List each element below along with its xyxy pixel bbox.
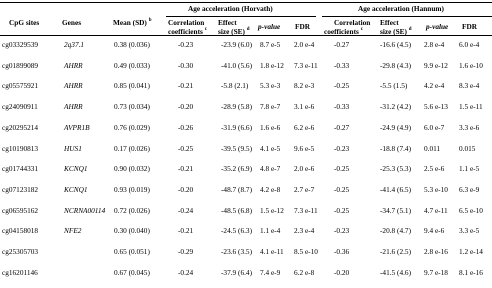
cell-mean: 0.85 (0.041) (114, 81, 150, 91)
cell-mean: 0.73 (0.034) (114, 102, 150, 112)
cell-h-eff: -48.7 (8.7) (221, 184, 253, 194)
cell-n-corr: -0.25 (334, 81, 350, 91)
header-h-fdr: FDR (295, 22, 310, 31)
header-h-effect-1: Effect (218, 18, 237, 27)
cell-n-corr: -0.25 (334, 164, 350, 174)
cell-gene: AHRR (64, 102, 83, 112)
cell-n-p: 2.8 e-16 (424, 247, 448, 256)
cell-h-fdr: 2.3 e-4 (294, 226, 315, 236)
cell-h-corr: -0.26 (178, 122, 194, 132)
cell-h-fdr: 2.0 e-6 (294, 164, 315, 174)
cell-cpg: cg24090911 (2, 102, 38, 112)
cell-n-corr: -0.20 (334, 267, 350, 277)
cell-cpg: cg01744331 (2, 164, 39, 174)
cell-n-p: 9.4 e-6 (424, 226, 445, 236)
cell-n-fdr: 1.5 e-11 (459, 102, 483, 112)
cell-h-corr: -0.21 (178, 164, 194, 174)
cell-cpg: cg03329539 (2, 40, 39, 49)
header-n-pvalue: p-value (426, 22, 449, 31)
cell-h-corr: -0.21 (178, 81, 194, 91)
cell-h-p: 7.8 e-7 (260, 102, 281, 112)
cell-h-fdr: 8.2 e-3 (294, 81, 315, 91)
cell-h-fdr: 2.7 e-7 (294, 184, 315, 194)
header-mean-sd: Mean (SD) $^b$ (113, 18, 152, 27)
cell-n-eff: -31.2 (4.2) (380, 102, 412, 112)
cell-h-corr: -0.20 (178, 102, 194, 112)
cell-h-eff: -31.9 (6.6) (221, 122, 253, 132)
cell-cpg: cg16201146 (2, 267, 38, 277)
mean-sd-footnote: b (148, 18, 152, 23)
cell-h-corr: -0.20 (178, 184, 194, 194)
header-h-corr-1: Correlation (168, 18, 205, 27)
cell-gene: AHRR (64, 81, 83, 91)
cell-n-fdr: 1.2 e-14 (459, 247, 483, 256)
cell-h-eff: -23.6 (3.5) (221, 247, 253, 256)
cell-cpg: cg01899089 (2, 60, 39, 70)
cell-cpg: cg25305703 (2, 247, 39, 256)
cell-h-fdr: 6.2 e-6 (294, 122, 315, 132)
cell-gene: KCNQ1 (64, 184, 88, 194)
cell-h-eff: -28.9 (5.8) (221, 102, 253, 112)
cell-n-p: 4.7 e-11 (424, 205, 448, 215)
header-h-corr-2: coefficients $^c$ (168, 27, 207, 36)
cell-mean: 0.67 (0.045) (114, 267, 150, 277)
header-cpg-sites: CpG sites (9, 18, 40, 27)
cell-mean: 0.38 (0.036) (114, 40, 150, 49)
cell-n-corr: -0.33 (334, 102, 350, 112)
cell-h-p: 7.4 e-9 (260, 267, 281, 277)
n-corr-footnote: c (360, 27, 363, 32)
hannum-group-rule (322, 16, 492, 17)
horvath-group-rule (166, 16, 316, 17)
h-effect-footnote: d (246, 27, 250, 32)
header-n-fdr: FDR (462, 22, 477, 31)
cell-mean: 0.93 (0.019) (114, 184, 150, 194)
cell-n-eff: -41.4 (6.5) (380, 184, 412, 194)
cell-n-eff: -5.5 (1.5) (380, 81, 408, 91)
cell-cpg: cg06595162 (2, 205, 39, 215)
cell-h-p: 1.5 e-12 (260, 205, 284, 215)
cell-h-eff: -37.9 (6.4) (221, 267, 253, 277)
cell-h-p: 4.2 e-8 (260, 184, 281, 194)
cell-h-p: 1.6 e-6 (260, 122, 281, 132)
cell-h-fdr: 6.2 e-8 (294, 267, 315, 277)
cell-h-fdr: 8.5 e-10 (294, 247, 318, 256)
cell-n-p: 9.9 e-12 (424, 60, 448, 70)
cell-mean: 0.90 (0.032) (114, 164, 150, 174)
cell-gene: HUS1 (64, 143, 82, 153)
cell-mean: 0.76 (0.029) (114, 122, 150, 132)
cell-n-eff: -41.5 (4.6) (380, 267, 412, 277)
cell-mean: 0.30 (0.040) (114, 226, 150, 236)
horvath-group-header: Age acceleration (Horvath) (188, 4, 273, 13)
header-n-effect-1: Effect (380, 18, 399, 27)
cell-gene: 2q37.1 (64, 40, 85, 49)
cell-n-p: 5.3 e-10 (424, 184, 448, 194)
cell-gene: NCRNA00114 (64, 205, 106, 215)
cell-n-fdr: 6.5 e-10 (459, 205, 483, 215)
cell-cpg: cg05575921 (2, 81, 39, 91)
cell-n-fdr: 3.3 e-5 (459, 226, 480, 236)
cell-h-eff: -24.5 (6.3) (221, 226, 253, 236)
cell-n-corr: -0.33 (334, 60, 350, 70)
cell-n-eff: -21.6 (2.5) (380, 247, 412, 256)
cell-h-eff: -23.9 (6.0) (221, 40, 253, 49)
cell-h-fdr: 7.3 e-11 (294, 60, 318, 70)
cell-n-corr: -0.25 (334, 205, 350, 215)
cell-h-p: 4.1 e-11 (260, 247, 284, 256)
cell-h-corr: -0.30 (178, 60, 194, 70)
cell-cpg: cg20295214 (2, 122, 39, 132)
cell-n-p: 0.011 (424, 143, 441, 153)
cell-h-corr: -0.24 (178, 267, 194, 277)
cell-n-p: 6.0 e-7 (424, 122, 445, 132)
cell-cpg: cg10190813 (2, 143, 39, 153)
cell-h-p: 8.7 e-5 (260, 40, 281, 49)
cell-n-eff: -18.8 (7.4) (380, 143, 412, 153)
cell-n-eff: -29.8 (4.3) (380, 60, 412, 70)
h-corr-footnote: c (204, 27, 207, 32)
cell-n-eff: -34.7 (5.1) (380, 205, 412, 215)
cell-gene: AVPR1B (64, 122, 90, 132)
cell-n-eff: -20.8 (4.7) (380, 226, 412, 236)
cell-mean: 0.72 (0.026) (114, 205, 150, 215)
cell-n-corr: -0.23 (334, 143, 350, 153)
cell-n-eff: -24.9 (4.9) (380, 122, 412, 132)
cell-h-corr: -0.24 (178, 205, 194, 215)
cell-n-corr: -0.23 (334, 226, 350, 236)
cell-n-fdr: 6.3 e-9 (459, 184, 480, 194)
cell-n-fdr: 8.3 e-4 (459, 81, 480, 91)
cell-n-eff: -25.3 (5.3) (380, 164, 412, 174)
cell-h-p: 1.8 e-12 (260, 60, 284, 70)
header-h-pvalue: p-value (258, 22, 281, 31)
cell-cpg: cg07123182 (2, 184, 39, 194)
cell-n-p: 9.7 e-18 (424, 267, 448, 277)
cell-n-p: 5.6 e-13 (424, 102, 448, 112)
cell-n-p: 4.2 e-4 (424, 81, 445, 91)
cell-h-p: 4.8 e-7 (260, 164, 281, 174)
cell-h-fdr: 2.0 e-4 (294, 40, 315, 49)
cell-n-p: 2.5 e-6 (424, 164, 445, 174)
cell-n-fdr: 0.015 (459, 143, 476, 153)
top-rule (0, 2, 492, 3)
header-h-effect-2: size (SE) $^d$ (218, 27, 250, 36)
cell-h-eff: -48.5 (6.8) (221, 205, 253, 215)
header-n-corr-2: coefficients $^c$ (324, 27, 363, 36)
cell-h-eff: -39.5 (9.5) (221, 143, 253, 153)
cell-h-p: 1.1 e-4 (260, 226, 281, 236)
cell-mean: 0.49 (0.033) (114, 60, 150, 70)
cell-h-p: 4.1 e-5 (260, 143, 281, 153)
cell-h-corr: -0.25 (178, 143, 194, 153)
cell-h-fdr: 9.6 e-5 (294, 143, 315, 153)
cell-mean: 0.17 (0.026) (114, 143, 150, 153)
cell-gene: NFE2 (64, 226, 82, 236)
cell-n-fdr: 6.0 e-4 (459, 40, 480, 49)
cell-n-corr: -0.27 (334, 40, 350, 49)
cell-h-corr: -0.21 (178, 226, 194, 236)
cell-cpg: cg04158018 (2, 226, 39, 236)
cell-n-eff: -16.6 (4.5) (380, 40, 412, 49)
cell-n-fdr: 8.1 e-16 (459, 267, 483, 277)
cell-h-fdr: 3.1 e-6 (294, 102, 315, 112)
cell-h-fdr: 7.3 e-11 (294, 205, 318, 215)
cell-n-fdr: 1.6 e-10 (459, 60, 483, 70)
cell-n-corr: -0.27 (334, 122, 350, 132)
cell-gene: KCNQ1 (64, 164, 88, 174)
cell-h-corr: -0.23 (178, 40, 194, 49)
n-effect-footnote: d (408, 27, 412, 32)
cell-n-corr: -0.36 (334, 247, 350, 256)
cell-h-eff: -35.2 (6.9) (221, 164, 253, 174)
header-genes: Genes (62, 18, 82, 27)
hannum-group-header: Age acceleration (Hannum) (358, 4, 444, 13)
cell-h-eff: -41.0 (5.6) (221, 60, 253, 70)
cell-mean: 0.65 (0.051) (114, 247, 150, 256)
cell-h-eff: -5.8 (2.1) (221, 81, 249, 91)
cell-h-p: 5.3 e-3 (260, 81, 281, 91)
cell-h-corr: -0.29 (178, 247, 194, 256)
header-n-corr-1: Correlation (334, 18, 371, 27)
cell-n-fdr: 3.3 e-6 (459, 122, 480, 132)
cell-n-fdr: 1.1 e-5 (459, 164, 480, 174)
cell-gene: AHRR (64, 60, 83, 70)
cell-n-corr: -0.25 (334, 184, 350, 194)
cell-n-p: 2.8 e-4 (424, 40, 445, 49)
header-n-effect-2: size (SE) $^d$ (380, 27, 412, 36)
